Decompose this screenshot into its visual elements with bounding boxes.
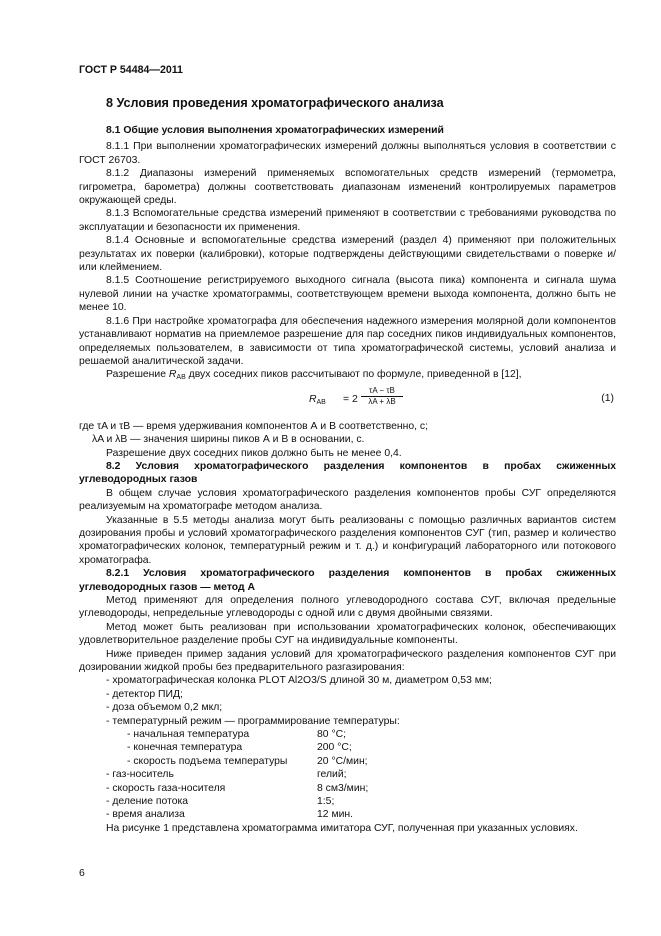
- formula-equals: = 2: [343, 393, 358, 405]
- list-item-detector: - детектор ПИД;: [106, 688, 183, 700]
- paragraph-8-1-6: 8.1.6 При настройке хроматографа для обеспечения надежного измерения молярной доли компонентов устанавливают норматив на приемлемое разрешение для пар соседних пиков индивидуальных компонентов, определяемых пользователем, в зависимости от типа хроматографической системы, условий анализа и решаемой аналитической задачи.: [79, 315, 616, 367]
- carrier-label: - газ-носитель: [106, 769, 174, 781]
- list-item-flow: [79, 782, 616, 795]
- paragraph-8-2-1-c: Ниже приведен пример задания условий для хроматографического разделения компонентов СУГ при дозировании жидкой пробы без предварительного разгазирования:: [79, 648, 616, 674]
- paragraph-8-1-1: 8.1.1 При выполнении хроматографических измерений должны выполняться условия в соответствии с ГОСТ 26703.: [79, 141, 616, 166]
- list-item-dose: - доза объемом 0,2 мкл;: [106, 702, 223, 714]
- paragraph-8-1-2: 8.1.2 Диапазоны измерений применяемых вспомогательных средств измерений (термометра, гигрометра, барометра) должны соответствовать диапазонам изменений контролируемых параметров окружающей среды.: [79, 168, 616, 207]
- time-value: 12 мин.: [317, 809, 354, 821]
- list-item-split: [79, 795, 616, 808]
- resolution-text-a: Разрешение: [106, 369, 169, 381]
- resolution-text-b: двух соседних пиков рассчитывают по формуле, приведенной в [12],: [185, 369, 522, 381]
- temp-start-label: - начальная температура: [127, 729, 250, 741]
- resolution-symbol-sub: AB: [176, 374, 186, 382]
- temp-rate-value: 20 °С/мин;: [317, 755, 368, 767]
- time-label: - время анализа: [106, 809, 185, 821]
- formula-1: [79, 384, 616, 418]
- paragraph-8-2-b: Указанные в 5.5 методы анализа могут быть реализованы с помощью различных вариантов систем дозирования пробы и условий хроматографического разделения компонентов СУГ (тип, размер и количество хроматографических колонок, температурный режим и т. д.) и конфигураций лабораторного или потокового хроматографа.: [79, 514, 616, 566]
- flow-label: - скорость газа-носителя: [106, 782, 226, 794]
- split-value: 1:5;: [317, 796, 335, 808]
- carrier-value: гелий;: [317, 769, 347, 781]
- document-code: ГОСТ Р 54484—2011: [79, 64, 183, 76]
- paragraph-8-1-4: 8.1.4 Основные и вспомогательные средства измерений (раздел 4) применяют при положительных результатах их поверки (калибровки), которые подтверждены действующими свидетельствами о поверке и/или клеймением.: [79, 235, 616, 274]
- paragraph-8-1-3: 8.1.3 Вспомогательные средства измерений применяют в соответствии с требованиями руководства по эксплуатации и безопасности их применения.: [79, 208, 616, 233]
- list-item-temp-mode: - температурный режим — программирование температуры:: [106, 715, 400, 727]
- paragraph-resolution-min: Разрешение двух соседних пиков должно быть не менее 0,4.: [106, 447, 402, 459]
- list-item-column: - хроматографическая колонка PLOT Al2O3/S длиной 30 м, диаметром 0,53 мм;: [106, 675, 492, 687]
- formula-where-2: λA и λB — значения ширины пиков А и В в основании, с.: [92, 434, 365, 446]
- flow-value: 8 см3/мин;: [317, 782, 369, 794]
- formula-denominator: λA + λB: [368, 396, 396, 406]
- paragraph-8-1-5: 8.1.5 Соотношение регистрируемого выходного сигнала (высота пика) компонента и сигнала шума нулевой линии на участке хроматограммы, соответствующем времени выхода компонента, должно быть не менее 10.: [79, 275, 616, 314]
- resolution-symbol: R: [168, 369, 177, 381]
- temp-end-label: - конечная температура: [127, 742, 243, 754]
- subsection-8-1-title: 8.1 Общие условия выполнения хроматографических измерений: [106, 125, 444, 136]
- page-number: 6: [79, 868, 85, 879]
- formula-number: (1): [601, 392, 614, 404]
- list-item-time: [79, 808, 616, 821]
- temp-end-value: 200 °С;: [317, 742, 352, 754]
- subsection-8-2-1-title: 8.2.1 Условия хроматографического разделения компонентов в пробах сжиженных углеводородных газов — метод А: [79, 568, 616, 593]
- paragraph-8-2-1-b: Метод может быть реализован при использовании хроматографических колонок, обеспечивающих удовлетворительное разделение пробы СУГ на индивидуальные компоненты.: [79, 621, 616, 647]
- temp-rate-label: - скорость подъема температуры: [127, 755, 288, 767]
- list-item-temp-end: [79, 741, 616, 754]
- list-item-temp-start: [79, 728, 616, 741]
- temp-start-value: 80 °С;: [317, 729, 346, 741]
- paragraph-resolution: [79, 368, 616, 381]
- paragraph-8-2-1-a: Метод применяют для определения полного углеводородного состава СУГ, включая предельные углеводороды, непредельные углеводороды с одной или с двумя двойными связями.: [79, 595, 616, 620]
- paragraph-figure-ref: На рисунке 1 представлена хроматограмма имитатора СУГ, полученная при указанных условиях.: [106, 822, 578, 834]
- list-item-carrier: [79, 768, 616, 781]
- formula-lhs: $R_{AB}$: [309, 393, 326, 406]
- section-title: 8 Условия проведения хроматографического анализа: [106, 96, 444, 110]
- subsection-8-2-title: 8.2 Условия хроматографического разделения компонентов в пробах сжиженных углеводородных газов: [79, 460, 616, 486]
- split-label: - деление потока: [106, 796, 189, 808]
- conditions-list: [79, 674, 616, 821]
- formula-fraction: [361, 386, 403, 407]
- paragraph-8-2-a: В общем случае условия хроматографического разделения компонентов пробы СУГ определяются реализуемым на хроматографе методом анализа.: [79, 487, 616, 513]
- formula-where-1: где τA и τB — время удерживания компонентов А и В соответственно, с;: [79, 420, 429, 432]
- formula-numerator: τA − τB: [361, 386, 403, 397]
- document-body: [79, 95, 616, 835]
- list-item-temp-rate: [79, 755, 616, 768]
